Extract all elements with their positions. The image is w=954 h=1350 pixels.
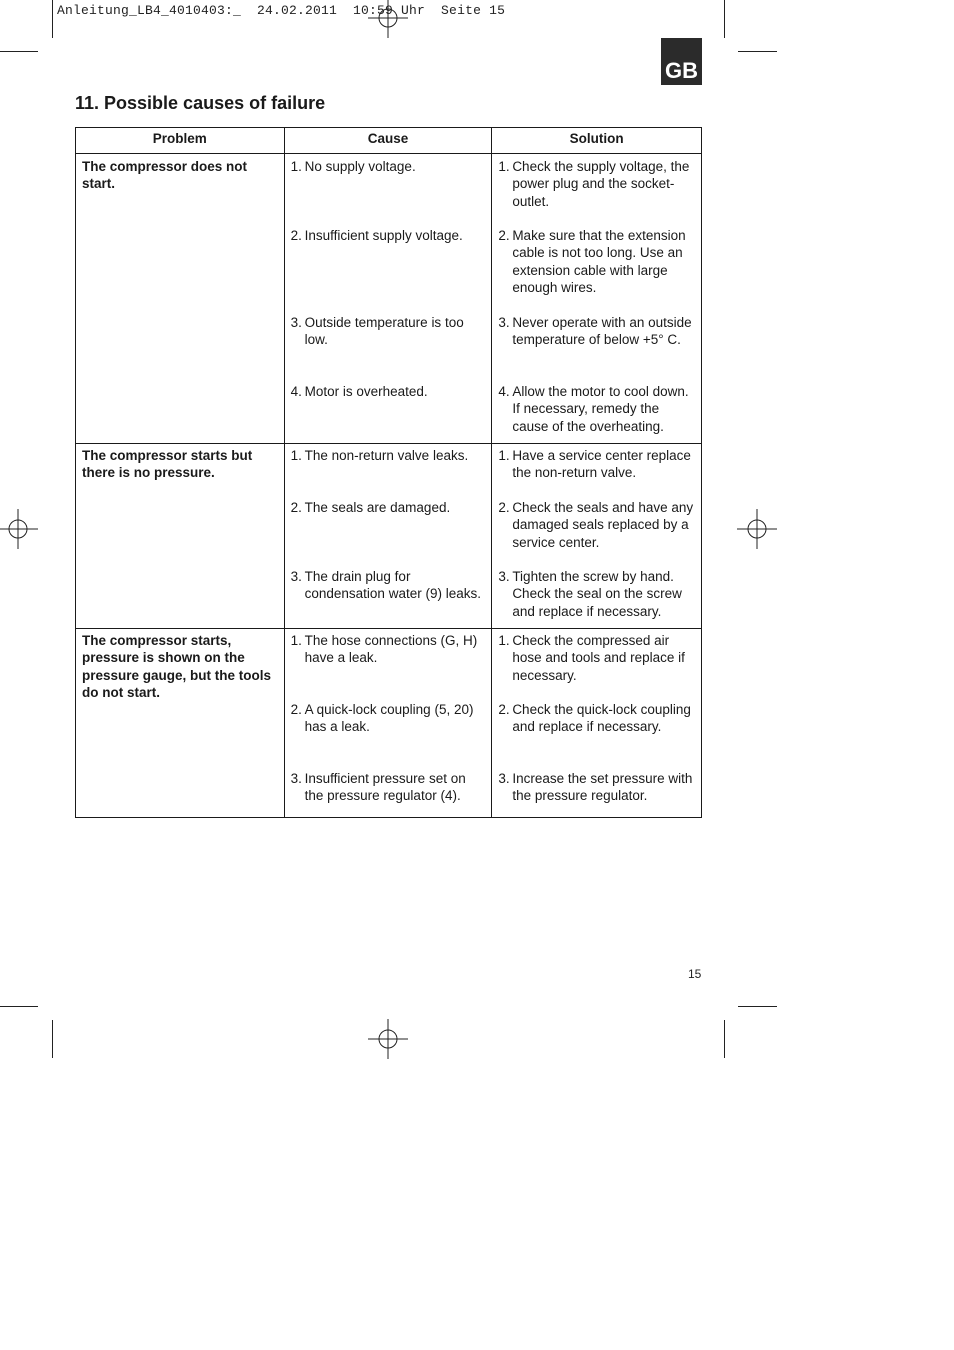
solution-text: Check the seals and have any damaged seals replaced by a service center. [512,500,694,550]
language-badge: GB [661,38,702,85]
cause-number: 3. [290,315,302,330]
crop-mark [724,0,725,38]
solution-item [498,770,695,817]
cause-number: 3. [290,569,302,584]
crop-mark [52,1020,53,1058]
crop-mark [738,1006,777,1007]
cause-text: Outside temperature is too low. [304,315,464,348]
solution-text: Never operate with an outside temperature of below +5° C. [512,315,692,348]
solution-cell [492,444,702,629]
cause-text: A quick-lock coupling (5, 20) has a leak. [304,702,474,735]
solution-text: Allow the motor to cool down. If necessary, remedy the cause of the overheating. [512,384,689,434]
cause-item [291,632,486,701]
solution-item [498,499,695,568]
column-header-problem: Problem [76,128,285,154]
solution-item [498,568,695,628]
solution-number: 3. [498,771,510,786]
print-header: Anleitung_LB4_4010403:_ 24.02.2011 10:59 Uhr Seite 15 [57,3,506,18]
problem-text: The compressor starts, pressure is shown on the pressure gauge, but the tools do not start. [82,633,272,700]
cause-text: No supply voltage. [304,159,416,174]
solution-text: Check the compressed air hose and tools and replace if necessary. [512,633,685,683]
problem-text: The compressor does not start. [82,159,248,192]
solution-item [498,227,695,314]
solution-number: 2. [498,702,510,717]
solution-text: Check the supply voltage, the power plug and the socket-outlet. [512,159,690,209]
solution-text: Increase the set pressure with the pressure regulator. [512,771,693,804]
cause-text: The drain plug for condensation water (9) leaks. [304,569,481,602]
registration-mark-icon [368,1019,408,1059]
table-row [76,444,702,629]
cause-number: 3. [290,771,302,786]
solution-number: 2. [498,228,510,243]
cause-text: Insufficient supply voltage. [304,228,463,243]
registration-mark-icon [737,509,777,549]
solution-text: Tighten the screw by hand. Check the seal on the screw and replace if necessary. [512,569,682,619]
solution-number: 4. [498,384,510,399]
table-row [76,154,702,444]
problem-text: The compressor starts but there is no pressure. [82,448,253,481]
crop-mark [724,1020,725,1058]
problem-cell [76,154,285,444]
cause-item [291,383,486,443]
solution-number: 1. [498,633,510,648]
solution-number: 3. [498,569,510,584]
problem-cell [76,629,285,818]
cause-number: 1. [290,159,302,174]
cause-number: 2. [290,228,302,243]
cause-item [291,314,486,383]
solution-item [498,447,695,499]
solution-text: Check the quick-lock coupling and replace if necessary. [512,702,691,735]
crop-mark [0,51,38,52]
solution-number: 1. [498,448,510,463]
solution-number: 1. [498,159,510,174]
cause-item [291,158,486,227]
cause-item [291,447,486,499]
solution-text: Have a service center replace the non-return valve. [512,448,691,481]
cause-text: The non-return valve leaks. [304,448,469,463]
cause-number: 1. [290,448,302,463]
cause-number: 2. [290,702,302,717]
table-row [76,629,702,818]
cause-item [291,568,486,628]
cause-item [291,701,486,770]
cause-number: 2. [290,500,302,515]
cause-text: The seals are damaged. [304,500,451,515]
solution-item [498,383,695,443]
section-title: 11. Possible causes of failure [75,93,326,113]
solution-item [498,158,695,227]
solution-number: 2. [498,500,510,515]
cause-item [291,770,486,817]
cause-text: The hose connections (G, H) have a leak. [304,633,478,666]
column-header-cause: Cause [284,128,492,154]
page-number: 15 [688,967,702,981]
crop-mark [0,1006,38,1007]
cause-item [291,499,486,568]
cause-text: Insufficient pressure set on the pressure regulator (4). [304,771,466,804]
cause-cell [284,629,492,818]
registration-mark-icon [0,509,40,549]
cause-number: 1. [290,633,302,648]
crop-mark [738,51,777,52]
crop-mark [52,0,53,38]
solution-item [498,632,695,701]
solution-cell [492,629,702,818]
cause-cell [284,444,492,629]
solution-text: Make sure that the extension cable is not too long. Use an extension cable with large enough wires. [512,228,686,295]
cause-cell [284,154,492,444]
failure-table [75,127,702,818]
solution-number: 3. [498,315,510,330]
solution-item [498,701,695,770]
column-header-solution: Solution [492,128,702,154]
solution-cell [492,154,702,444]
solution-item [498,314,695,383]
table-header-row [76,128,702,154]
cause-text: Motor is overheated. [304,384,428,399]
problem-cell [76,444,285,629]
cause-number: 4. [290,384,302,399]
cause-item [291,227,486,314]
registration-mark-icon [368,0,408,40]
